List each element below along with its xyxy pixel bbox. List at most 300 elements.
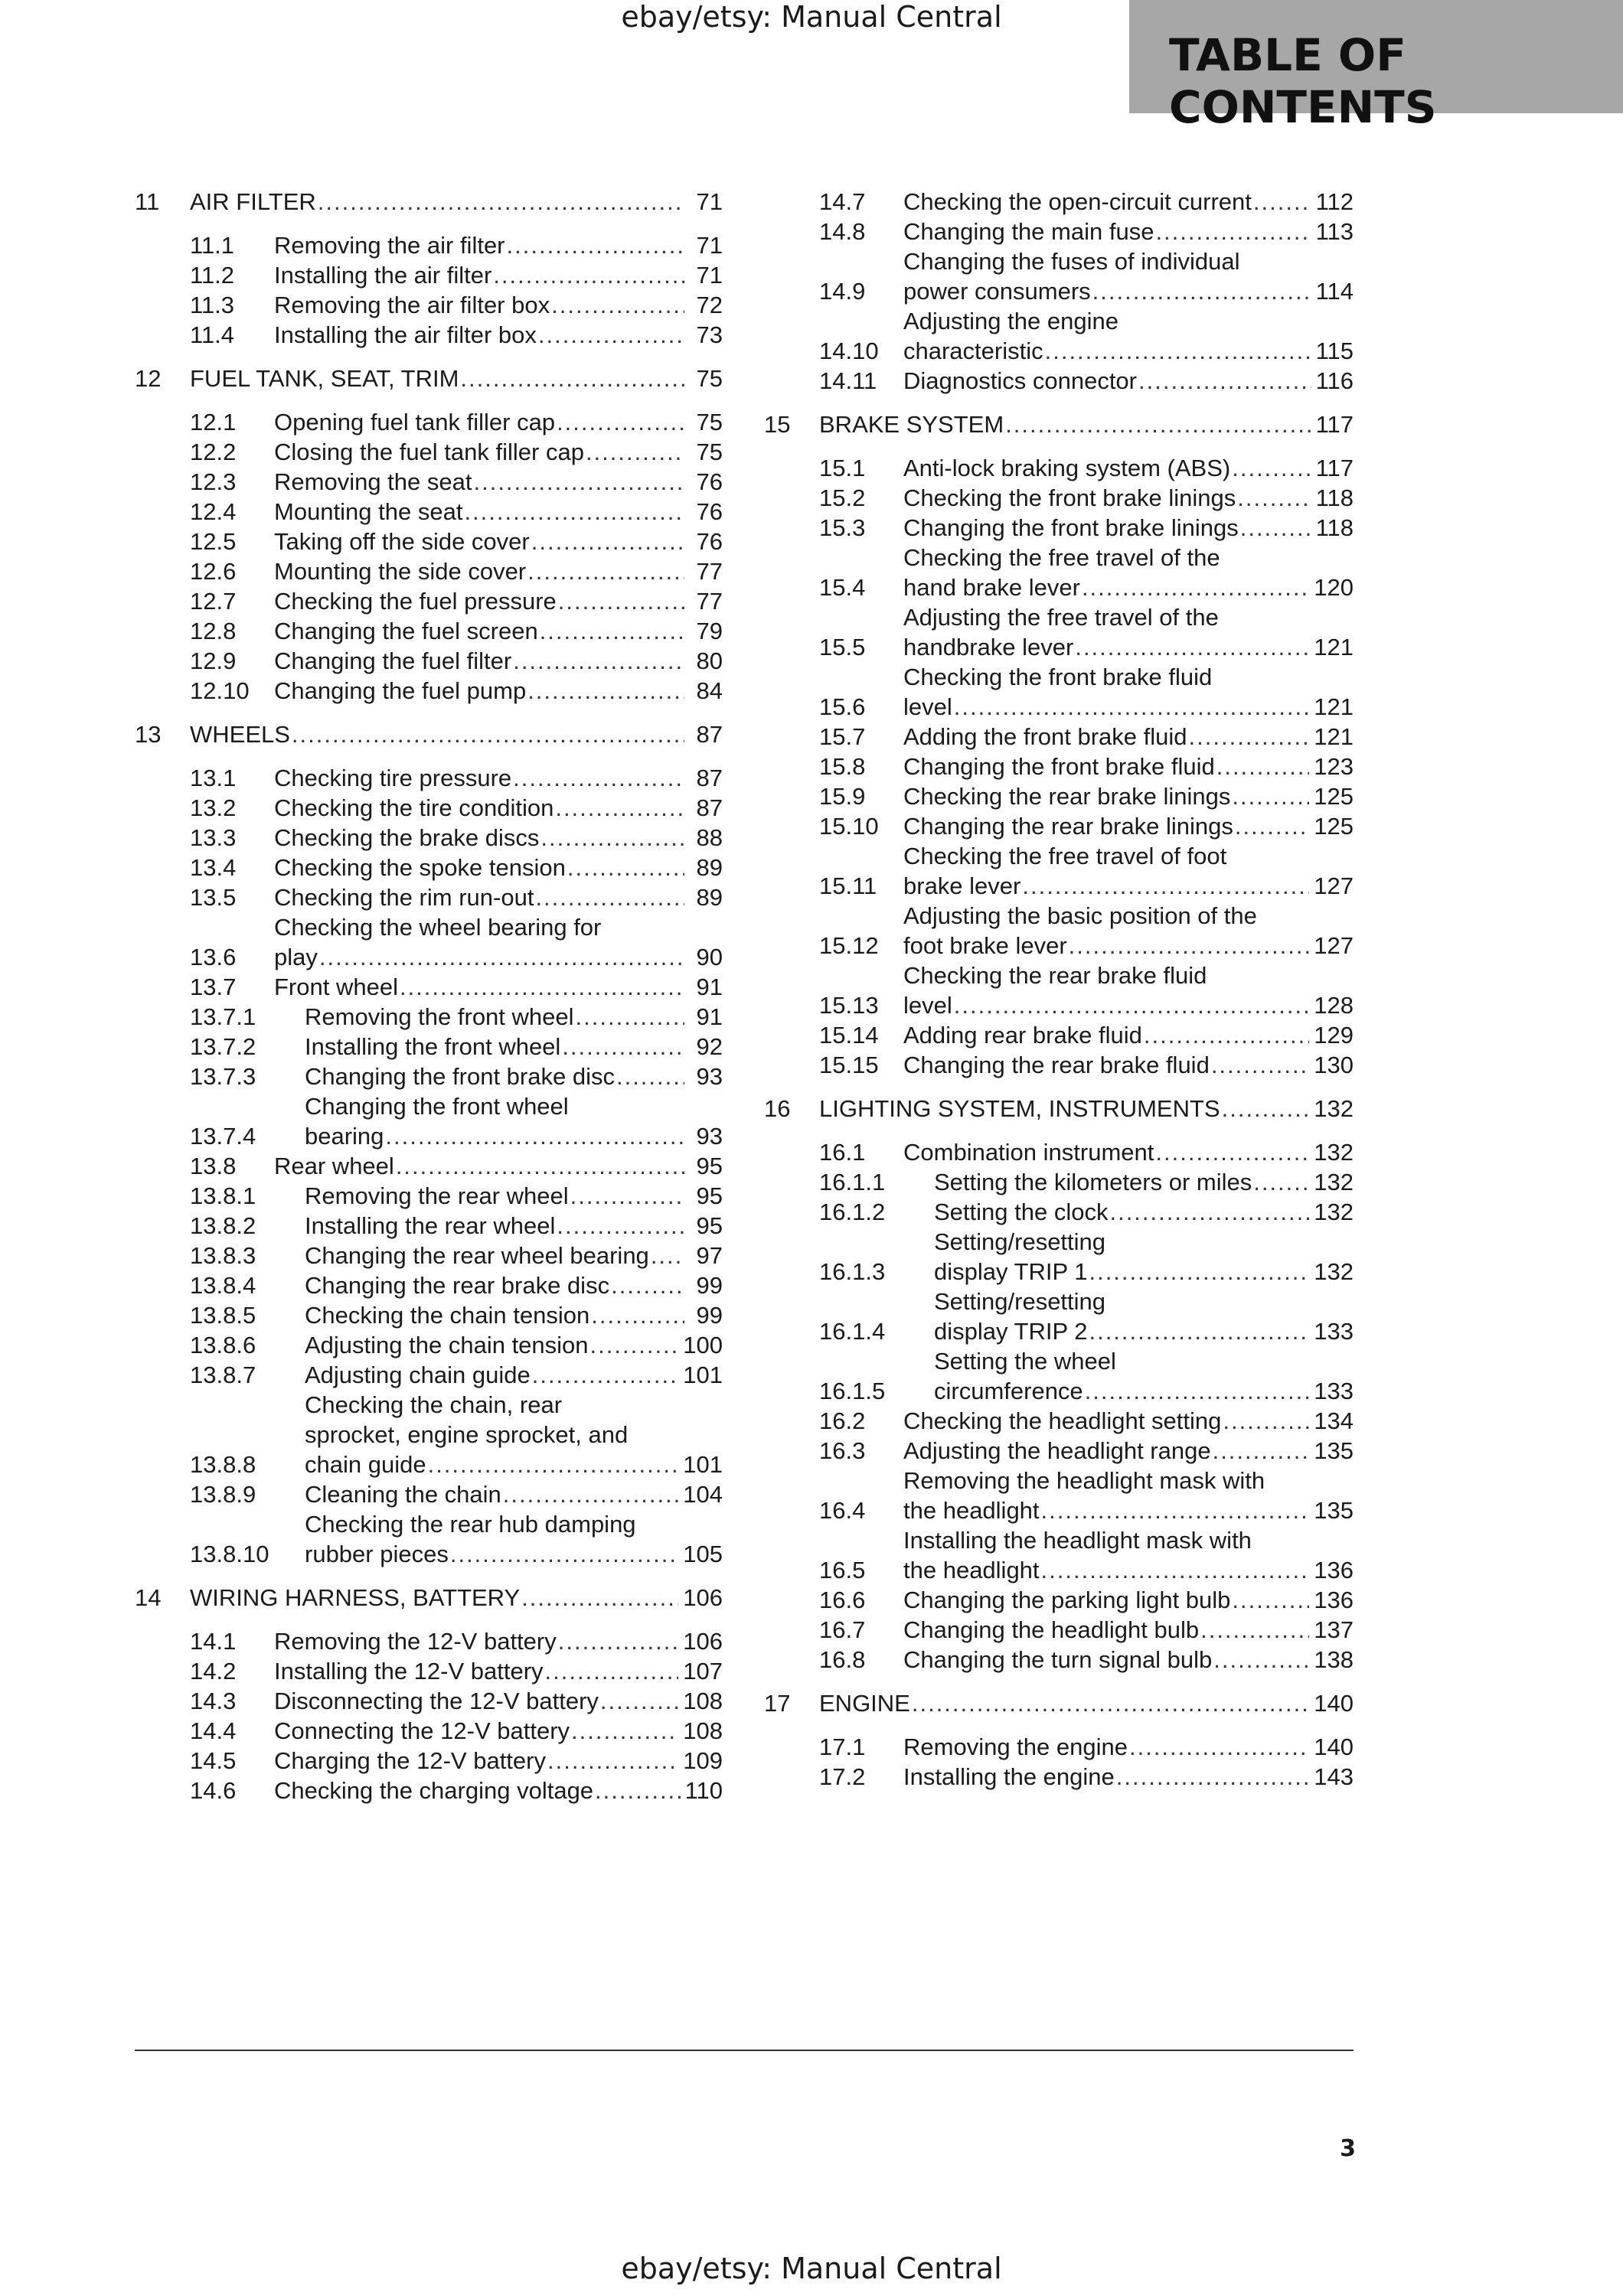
toc-section-entry[interactable] <box>764 1227 1354 1287</box>
toc-entry-number: 11.4 <box>190 321 235 348</box>
toc-entry-number: 13.8.1 <box>190 1182 256 1209</box>
toc-entry-title <box>903 1137 1314 1167</box>
dot-leader <box>540 616 684 646</box>
toc-chapter-entry[interactable] <box>135 719 723 749</box>
toc-entry-title-line: display TRIP 1 <box>934 1258 1088 1285</box>
toc-entry-page: 133 <box>1314 1318 1354 1345</box>
toc-entry-page: 88 <box>696 824 723 851</box>
toc-section-entry[interactable] <box>135 793 723 823</box>
toc-entry-page: 125 <box>1314 813 1354 840</box>
toc-entry-title-last-line <box>903 931 1314 960</box>
dot-leader <box>540 823 684 853</box>
toc-section-entry[interactable] <box>135 763 723 793</box>
dot-leader <box>1235 811 1309 841</box>
dot-leader <box>1253 1167 1309 1197</box>
toc-section-entry[interactable] <box>764 662 1354 722</box>
toc-entry-page: 99 <box>696 1302 723 1329</box>
dot-leader <box>1223 1406 1309 1436</box>
toc-entry-number: 15.6 <box>819 693 866 720</box>
dot-leader <box>1200 1615 1309 1645</box>
toc-entry-title <box>903 453 1316 483</box>
toc-entry-title <box>274 823 689 853</box>
toc-entry-title-line: power consumers <box>903 278 1091 305</box>
toc-entry-title-text: Closing the fuel tank filler cap <box>274 439 584 465</box>
dot-leader <box>507 230 684 260</box>
dot-leader <box>460 364 684 393</box>
toc-entry-title-line: level <box>903 693 952 720</box>
toc-entry-title-text: Checking the rim run-out <box>274 884 534 911</box>
toc-entry-number: 13.8.2 <box>190 1212 256 1239</box>
toc-section-entry[interactable] <box>135 437 723 467</box>
toc-chapter-entry[interactable] <box>135 364 723 393</box>
toc-section-entry[interactable] <box>135 1776 723 1805</box>
toc-entry-number: 13.8.9 <box>190 1481 256 1508</box>
toc-entry-title <box>305 1479 683 1509</box>
toc-section-entry[interactable] <box>764 543 1354 602</box>
toc-entry-title <box>903 217 1316 246</box>
toc-entry-title <box>819 1688 1314 1718</box>
toc-section-entry[interactable] <box>764 1137 1354 1167</box>
toc-entry-title-text: Changing the fuel screen <box>274 618 538 644</box>
toc-entry-number: 15.2 <box>819 484 866 511</box>
toc-entry-title <box>903 1020 1314 1050</box>
toc-entry-title-text: Changing the fuel filter <box>274 647 512 674</box>
toc-entry-title-text: Setting the kilometers or miles <box>934 1169 1252 1195</box>
toc-entry-number: 15.11 <box>819 872 877 899</box>
toc-entry-title <box>274 230 689 260</box>
toc-entry-page: 100 <box>683 1332 723 1358</box>
toc-entry-number: 14.5 <box>190 1747 237 1774</box>
toc-section-entry[interactable] <box>135 556 723 586</box>
toc-section-entry[interactable] <box>135 1509 723 1569</box>
toc-section-entry[interactable] <box>135 290 723 320</box>
toc-section-entry[interactable] <box>764 1525 1354 1585</box>
toc-entry-title <box>274 616 689 646</box>
toc-entry-title <box>903 246 1316 306</box>
toc-chapter-entry[interactable] <box>764 409 1354 439</box>
toc-entry-page: 99 <box>696 1272 723 1299</box>
toc-section-entry[interactable] <box>135 467 723 497</box>
toc-entry-page: 117 <box>1315 455 1354 481</box>
toc-section-entry[interactable] <box>135 1390 723 1479</box>
toc-section-entry[interactable] <box>764 1197 1354 1227</box>
toc-section-entry[interactable] <box>135 1241 723 1270</box>
toc-entry-number: 15.4 <box>819 574 866 601</box>
toc-section-entry[interactable] <box>135 1330 723 1360</box>
toc-section-entry[interactable] <box>135 1656 723 1686</box>
toc-entry-page: 135 <box>1314 1437 1354 1464</box>
toc-entry-title-line: Checking the rear brake fluid <box>903 962 1207 989</box>
toc-entry-title-text: Installing the 12-V battery <box>274 1658 544 1684</box>
toc-entry-number: 15.14 <box>819 1022 879 1049</box>
toc-entry-page: 108 <box>683 1717 723 1744</box>
toc-entry-title-text: Checking the open-circuit current <box>903 188 1252 215</box>
toc-section-entry[interactable] <box>135 527 723 556</box>
toc-entry-page: 127 <box>1314 872 1354 899</box>
toc-section-entry[interactable] <box>135 646 723 676</box>
toc-entry-title <box>274 1716 683 1746</box>
toc-entry-title-text: Installing the front wheel <box>305 1033 561 1060</box>
dot-leader <box>1085 1376 1310 1406</box>
toc-section-entry[interactable] <box>764 306 1354 366</box>
dot-leader <box>493 260 684 290</box>
toc-entry-title-text: Mounting the side cover <box>274 558 527 585</box>
dot-leader <box>464 497 684 527</box>
toc-entry-number: 13.5 <box>190 884 237 911</box>
dot-leader <box>538 320 684 350</box>
toc-entry-number: 11.3 <box>190 292 235 318</box>
toc-left-column <box>135 187 723 1805</box>
dot-leader <box>318 187 684 217</box>
toc-section-entry[interactable] <box>764 1167 1354 1197</box>
toc-entry-title-line: foot brake lever <box>903 932 1067 959</box>
toc-section-entry[interactable] <box>135 1716 723 1746</box>
dot-leader <box>586 437 684 467</box>
dot-leader <box>551 290 684 320</box>
toc-section-entry[interactable] <box>135 1062 723 1091</box>
watermark-top: ebay/etsy: Manual Central <box>621 0 1002 34</box>
toc-section-entry[interactable] <box>764 781 1354 811</box>
dot-leader <box>611 1270 684 1300</box>
toc-entry-page: 138 <box>1314 1646 1354 1673</box>
toc-entry-number: 13.7.1 <box>190 1003 256 1030</box>
toc-section-entry[interactable] <box>764 960 1354 1020</box>
toc-entry-title-last-line <box>934 1316 1314 1346</box>
toc-entry-title-text: Adding rear brake fluid <box>903 1022 1142 1049</box>
toc-entry-title <box>903 306 1316 366</box>
toc-entry-title-last-line <box>903 572 1314 602</box>
toc-section-entry[interactable] <box>135 1686 723 1716</box>
toc-entry-page: 84 <box>696 677 723 704</box>
toc-entry-title <box>903 960 1314 1020</box>
toc-entry-number: 15.13 <box>819 992 879 1019</box>
toc-entry-title-line: hand brake lever <box>903 574 1080 601</box>
dot-leader <box>576 1002 684 1032</box>
toc-section-entry[interactable] <box>135 260 723 290</box>
toc-entry-number: 12.2 <box>190 439 237 465</box>
toc-entry-page: 87 <box>696 794 723 821</box>
toc-entry-page: 129 <box>1314 1022 1354 1049</box>
toc-entry-title-text: Adding the front brake fluid <box>903 723 1187 750</box>
toc-entry-title <box>190 1583 683 1613</box>
toc-entry-title-line: circumference <box>934 1378 1083 1404</box>
toc-entry-title-line: brake lever <box>903 872 1021 899</box>
toc-entry-page: 75 <box>696 365 723 392</box>
toc-entry-number: 12.5 <box>190 528 237 555</box>
dot-leader <box>1240 513 1311 543</box>
toc-entry-page: 116 <box>1315 367 1354 394</box>
toc-entry-page: 132 <box>1314 1139 1354 1166</box>
toc-section-entry[interactable] <box>764 901 1354 960</box>
dot-leader <box>1213 1436 1310 1466</box>
toc-entry-title-text: Connecting the 12-V battery <box>274 1717 570 1744</box>
toc-entry-number: 16.8 <box>819 1646 866 1673</box>
toc-entry-page: 95 <box>696 1153 723 1179</box>
dot-leader <box>1089 1316 1309 1346</box>
toc-section-entry[interactable] <box>764 1585 1354 1615</box>
toc-entry-number: 15.1 <box>819 455 866 481</box>
toc-entry-page: 95 <box>696 1182 723 1209</box>
toc-entry-number: 14.10 <box>819 338 879 364</box>
toc-entry-number: 16.3 <box>819 1437 866 1464</box>
dot-leader <box>1211 1050 1309 1080</box>
toc-entry-title <box>305 1300 689 1330</box>
toc-section-entry[interactable] <box>135 972 723 1002</box>
toc-entry-title <box>305 1509 683 1569</box>
toc-section-entry[interactable] <box>764 1050 1354 1080</box>
dot-leader <box>1155 217 1311 246</box>
toc-entry-title <box>274 1656 683 1686</box>
toc-entry-page: 132 <box>1314 1199 1354 1225</box>
toc-entry-page: 104 <box>683 1481 723 1508</box>
toc-entry-title-line: Checking the front brake fluid <box>903 664 1213 690</box>
toc-entry-title <box>274 912 689 972</box>
toc-entry-page: 136 <box>1314 1557 1354 1583</box>
toc-entry-page: 77 <box>696 558 723 585</box>
toc-section-entry[interactable] <box>764 246 1354 306</box>
toc-chapter-entry[interactable] <box>764 1094 1354 1124</box>
toc-section-entry[interactable] <box>764 602 1354 662</box>
toc-entry-title-text: Changing the fuel pump <box>274 677 527 704</box>
toc-chapter-entry[interactable] <box>764 1688 1354 1718</box>
dot-leader <box>555 793 684 823</box>
toc-entry-page: 108 <box>683 1688 723 1714</box>
toc-entry-title-last-line <box>903 1555 1314 1585</box>
toc-entry-page: 140 <box>1314 1690 1354 1717</box>
dot-leader <box>558 586 684 616</box>
toc-entry-title-line: display TRIP 2 <box>934 1318 1088 1345</box>
toc-entry-page: 71 <box>696 262 723 289</box>
dot-leader <box>1041 1495 1310 1525</box>
toc-entry-number: 14.1 <box>190 1628 237 1655</box>
toc-entry-page: 71 <box>696 188 723 215</box>
dot-leader <box>1045 336 1311 366</box>
toc-section-entry[interactable] <box>135 1211 723 1241</box>
toc-entry-number: 11.2 <box>190 262 235 289</box>
toc-entry-title-text: Charging the 12-V battery <box>274 1747 546 1774</box>
toc-section-entry[interactable] <box>135 616 723 646</box>
toc-entry-number: 16.7 <box>819 1616 866 1643</box>
toc-entry-title-last-line <box>903 336 1316 366</box>
toc-entry-title-line: Setting/resetting <box>934 1228 1106 1255</box>
toc-entry-title-line: characteristic <box>903 338 1043 364</box>
toc-section-entry[interactable] <box>764 752 1354 781</box>
toc-entry-title <box>274 1626 683 1656</box>
toc-entry-title-text: Rear wheel <box>274 1153 394 1179</box>
toc-section-entry[interactable] <box>135 1479 723 1509</box>
dot-leader <box>400 972 684 1002</box>
toc-entry-page: 132 <box>1314 1258 1354 1285</box>
toc-entry-page: 117 <box>1315 411 1354 438</box>
toc-section-entry[interactable] <box>764 453 1354 483</box>
toc-entry-page: 91 <box>696 1003 723 1030</box>
toc-section-entry[interactable] <box>764 187 1354 217</box>
dot-leader <box>1237 483 1311 513</box>
dot-leader <box>912 1688 1309 1718</box>
toc-entry-page: 113 <box>1315 218 1354 245</box>
dot-leader <box>1144 1020 1309 1050</box>
toc-section-entry[interactable] <box>135 230 723 260</box>
toc-entry-title-line: play <box>274 944 318 970</box>
dot-leader <box>557 407 684 437</box>
toc-section-entry[interactable] <box>764 841 1354 901</box>
toc-section-entry[interactable] <box>135 1270 723 1300</box>
toc-entry-title-text: LIGHTING SYSTEM, INSTRUMENTS <box>819 1095 1220 1122</box>
toc-entry-number: 11 <box>135 188 160 215</box>
dot-leader <box>1075 632 1309 662</box>
dot-leader <box>1213 1645 1309 1675</box>
toc-entry-page: 115 <box>1315 338 1354 364</box>
toc-entry-title-text: FUEL TANK, SEAT, TRIM <box>190 365 459 392</box>
toc-section-entry[interactable] <box>135 1032 723 1062</box>
toc-section-entry[interactable] <box>135 1746 723 1776</box>
toc-section-entry[interactable] <box>764 483 1354 513</box>
toc-section-entry[interactable] <box>764 811 1354 841</box>
toc-entry-title <box>903 811 1314 841</box>
toc-entry-title-last-line <box>903 692 1314 722</box>
dot-leader <box>527 556 684 586</box>
toc-section-entry[interactable] <box>135 882 723 912</box>
toc-chapter-entry[interactable] <box>135 187 723 217</box>
toc-entry-title <box>274 260 689 290</box>
toc-entry-title-text: Disconnecting the 12-V battery <box>274 1688 599 1714</box>
toc-entry-title-text: Changing the rear wheel bearing <box>305 1242 649 1269</box>
toc-entry-title-text: Changing the turn signal bulb <box>903 1646 1213 1673</box>
toc-entry-title-line: Checking the chain, rear <box>305 1391 563 1418</box>
toc-entry-number: 13 <box>135 721 162 748</box>
toc-section-entry[interactable] <box>764 366 1354 396</box>
toc-entry-title-line: the headlight <box>903 1497 1040 1524</box>
toc-entry-title-line: Checking the free travel of foot <box>903 843 1227 869</box>
toc-section-entry[interactable] <box>135 853 723 882</box>
toc-entry-title <box>903 1645 1314 1675</box>
toc-section-entry[interactable] <box>135 1002 723 1032</box>
toc-entry-number: 14.11 <box>819 367 877 394</box>
toc-section-entry[interactable] <box>135 1300 723 1330</box>
toc-entry-title-line: Changing the fuses of individual <box>903 248 1240 275</box>
dot-leader <box>1089 1257 1309 1287</box>
toc-entry-title <box>903 483 1316 513</box>
toc-section-entry[interactable] <box>764 1732 1354 1762</box>
dot-leader <box>571 1716 678 1746</box>
toc-section-entry[interactable] <box>135 1626 723 1656</box>
toc-entry-number: 16.1 <box>819 1139 866 1166</box>
toc-entry-title-line: the headlight <box>903 1557 1040 1583</box>
toc-section-entry[interactable] <box>135 407 723 437</box>
toc-entry-number: 12.6 <box>190 558 237 585</box>
dot-leader <box>1189 722 1310 752</box>
toc-entry-page: 136 <box>1314 1587 1354 1613</box>
toc-section-entry[interactable] <box>764 1020 1354 1050</box>
toc-entry-number: 16.5 <box>819 1557 866 1583</box>
toc-entry-title <box>274 1746 683 1776</box>
toc-entry-title <box>903 1732 1314 1762</box>
toc-entry-page: 118 <box>1315 484 1354 511</box>
toc-entry-title-text: Anti-lock braking system (ABS) <box>903 455 1231 481</box>
toc-entry-title <box>903 722 1314 752</box>
toc-section-entry[interactable] <box>135 676 723 706</box>
toc-entry-number: 15.9 <box>819 783 866 810</box>
toc-section-entry[interactable] <box>135 1181 723 1211</box>
toc-entry-title-text: BRAKE SYSTEM <box>819 411 1004 438</box>
toc-entry-number: 12.3 <box>190 468 237 495</box>
toc-section-entry[interactable] <box>764 722 1354 752</box>
toc-entry-title-text: Changing the front brake disc <box>305 1063 615 1090</box>
toc-section-entry[interactable] <box>135 497 723 527</box>
dot-leader <box>616 1062 684 1091</box>
dot-leader <box>1129 1732 1309 1762</box>
toc-entry-number: 16.1.2 <box>819 1199 886 1225</box>
toc-section-entry[interactable] <box>764 1346 1354 1406</box>
toc-entry-title-text: Installing the rear wheel <box>305 1212 556 1239</box>
toc-section-entry[interactable] <box>135 320 723 350</box>
toc-entry-title <box>903 781 1314 811</box>
toc-entry-page: 73 <box>696 321 723 348</box>
toc-entry-title-text: Checking the tire condition <box>274 794 554 821</box>
toc-section-entry[interactable] <box>764 1406 1354 1436</box>
toc-section-entry[interactable] <box>135 1151 723 1181</box>
toc-entry-title <box>934 1167 1314 1197</box>
dot-leader <box>1109 1197 1309 1227</box>
toc-entry-number: 14.7 <box>819 188 866 215</box>
toc-section-entry[interactable] <box>764 513 1354 543</box>
toc-section-entry[interactable] <box>135 823 723 853</box>
toc-entry-number: 17.1 <box>819 1733 866 1760</box>
toc-section-entry[interactable] <box>135 586 723 616</box>
toc-entry-title <box>190 364 689 393</box>
toc-entry-number: 17.2 <box>819 1763 866 1790</box>
toc-entry-title-text: Opening fuel tank filler cap <box>274 409 556 435</box>
toc-entry-number: 12.1 <box>190 409 237 435</box>
toc-entry-title-last-line <box>934 1376 1314 1406</box>
toc-entry-page: 87 <box>696 765 723 791</box>
toc-entry-title <box>274 1151 689 1181</box>
toc-entry-title-line: rubber pieces <box>305 1541 449 1567</box>
toc-chapter-entry[interactable] <box>135 1583 723 1613</box>
toc-section-entry[interactable] <box>135 912 723 972</box>
toc-entry-title-last-line <box>934 1257 1314 1287</box>
toc-section-entry[interactable] <box>764 1287 1354 1346</box>
toc-entry-title-text: Removing the air filter <box>274 232 505 259</box>
toc-section-entry[interactable] <box>764 1645 1354 1675</box>
toc-entry-title <box>305 1360 683 1390</box>
toc-entry-number: 13.7 <box>190 974 237 1000</box>
toc-entry-title <box>903 1436 1314 1466</box>
dot-leader <box>1232 1585 1309 1615</box>
dot-leader <box>1253 187 1311 217</box>
toc-section-entry[interactable] <box>764 1615 1354 1645</box>
dot-leader <box>1005 409 1311 439</box>
watermark-bottom: ebay/etsy: Manual Central <box>621 2252 1002 2285</box>
dot-leader <box>651 1241 684 1270</box>
dot-leader <box>1069 931 1310 960</box>
toc-section-entry[interactable] <box>764 1762 1354 1792</box>
toc-entry-title-text: Adjusting the chain tension <box>305 1332 589 1358</box>
toc-entry-page: 125 <box>1314 783 1354 810</box>
toc-section-entry[interactable] <box>135 1091 723 1151</box>
toc-right-column <box>764 187 1354 1792</box>
toc-entry-title-text: Installing the air filter <box>274 262 492 289</box>
dot-leader <box>1092 276 1311 306</box>
toc-section-entry[interactable] <box>764 217 1354 246</box>
dot-leader <box>595 1776 681 1805</box>
toc-section-entry[interactable] <box>764 1466 1354 1525</box>
toc-entry-title-text: Removing the front wheel <box>305 1003 574 1030</box>
toc-entry-title-text: Removing the engine <box>903 1733 1128 1760</box>
toc-entry-number: 15.3 <box>819 514 866 541</box>
toc-section-entry[interactable] <box>135 1360 723 1390</box>
toc-section-entry[interactable] <box>764 1436 1354 1466</box>
